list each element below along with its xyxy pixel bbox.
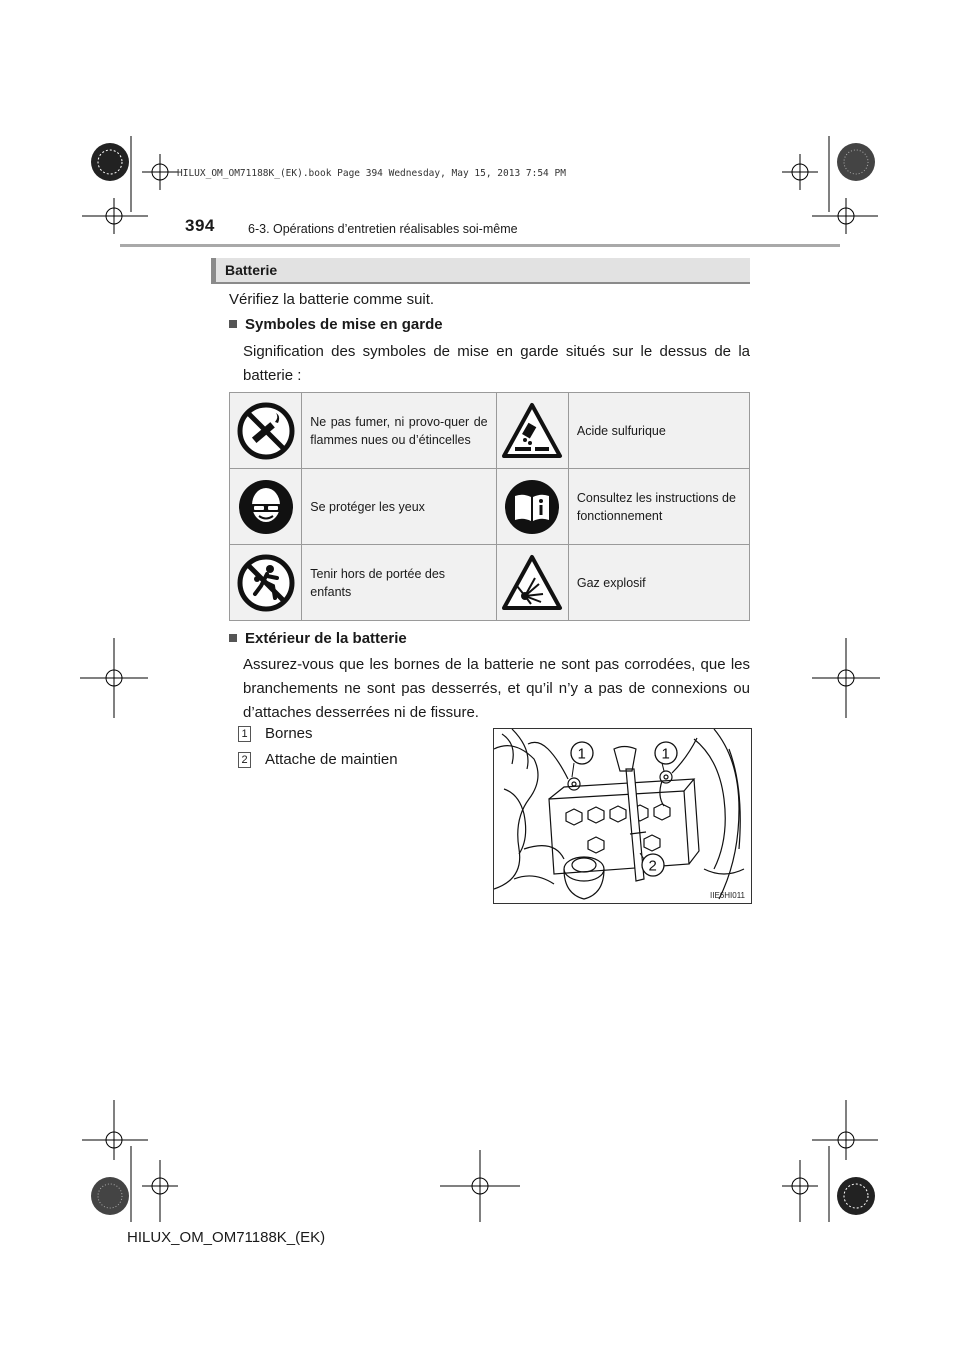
heading-text: Batterie	[225, 262, 278, 278]
table-cell-label: Tenir hors de portée des enfants	[302, 545, 496, 621]
intro-text: Vérifiez la batterie comme suit.	[229, 291, 435, 308]
explosive-gas-icon	[501, 554, 563, 612]
battery-illustration	[493, 728, 752, 904]
bullet-square-icon	[229, 634, 237, 642]
exterior-description: Assurez-vous que les bornes de la batterie ne sont pas corrodées, que les branchements ne sont pas desserrés, et qu’il n’y a pas de connexions ou d’attaches desserrées ni de fissure.	[243, 656, 750, 721]
callout-1a: 1	[577, 745, 586, 763]
table-cell-icon	[496, 545, 568, 621]
table-row	[230, 545, 750, 621]
no-smoking-icon	[237, 402, 295, 460]
table-cell-icon	[230, 393, 302, 469]
bullet-title: Symboles de mise en garde	[245, 316, 443, 333]
bullet-title: Extérieur de la batterie	[245, 630, 407, 647]
crosshair-top-left	[142, 154, 178, 190]
table-cell-label: Gaz explosif	[568, 545, 749, 621]
warning-symbols-description: Signification des symboles de mise en garde situés sur le dessus de la batterie :	[243, 343, 750, 384]
bullet-square-icon	[229, 320, 237, 328]
table-row	[230, 469, 750, 545]
bullet-warning-symbols	[229, 316, 443, 333]
table-cell-icon	[230, 469, 302, 545]
section-heading	[211, 258, 750, 284]
legend-item	[238, 751, 398, 768]
legend-item	[238, 725, 313, 742]
callout-2: 2	[648, 857, 657, 875]
table-cell-icon	[496, 469, 568, 545]
table-cell-icon	[496, 393, 568, 469]
read-instructions-icon	[503, 478, 561, 536]
heading-accent	[211, 258, 216, 282]
legend-label: Attache de maintien	[265, 751, 398, 768]
battery-drawing	[494, 729, 751, 903]
footer-book-code: HILUX_OM_OM71188K_(EK)	[127, 1229, 326, 1246]
legend-number: 1	[238, 726, 251, 742]
legend-number: 2	[238, 752, 251, 768]
table-row	[230, 393, 750, 469]
table-cell-label: Consultez les instructions de fonctionnement	[568, 469, 749, 545]
book-header: HILUX_OM_OM71188K_(EK).book Page 394 Wednesday, May 15, 2013 7:54 PM	[177, 168, 566, 179]
bullet-exterior	[229, 630, 407, 647]
table-cell-label: Ne pas fumer, ni provo-quer de flammes nues ou d’étincelles	[302, 393, 496, 469]
keep-away-children-icon	[237, 554, 295, 612]
figure-code: IIE6HI011	[710, 891, 745, 900]
legend-label: Bornes	[265, 725, 313, 742]
section-title: 6-3. Opérations d’entretien réalisables soi-même	[248, 222, 518, 236]
warning-symbols-table	[229, 392, 750, 621]
sulfuric-acid-icon	[501, 402, 563, 460]
page-number: 394	[185, 216, 215, 235]
table-cell-label: Se protéger les yeux	[302, 469, 496, 545]
table-cell-icon	[230, 545, 302, 621]
callout-1b: 1	[661, 745, 670, 763]
eye-protection-icon	[237, 478, 295, 536]
header-rule	[120, 244, 840, 247]
table-cell-label: Acide sulfurique	[568, 393, 749, 469]
